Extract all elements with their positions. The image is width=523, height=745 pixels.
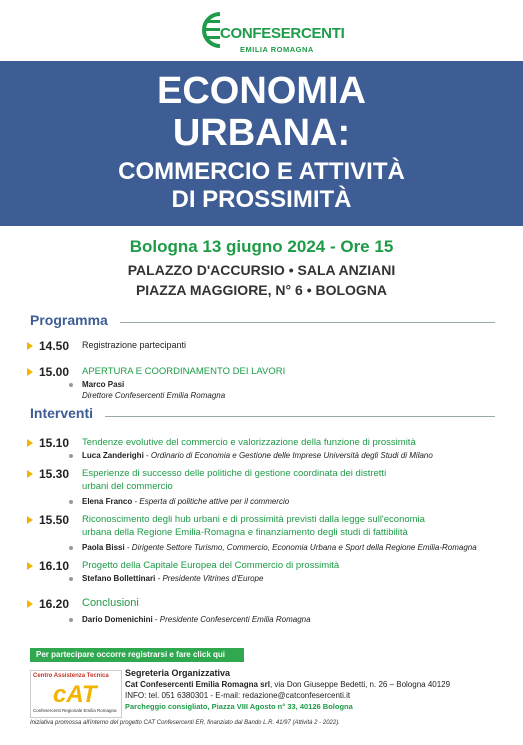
talk-time: 15.10 — [39, 436, 70, 450]
speaker-bullet — [69, 454, 73, 458]
footer-heading: Segreteria Organizzativa — [125, 668, 231, 678]
bullet-triangle-icon — [27, 342, 33, 350]
speaker-bullet — [69, 577, 73, 581]
speaker-line: Luca Zanderighi - Ordinario di Economia e Gestione delle Imprese Università degli Studi di Milano — [82, 451, 433, 460]
cat-logo-bottom: Confesercenti Regionale Emilia Romagna — [33, 708, 117, 713]
section-divider — [120, 322, 495, 323]
bullet-triangle-icon — [27, 562, 33, 570]
speaker-name: Marco Pasi — [82, 380, 125, 389]
talk-title-line1: Riconoscimento degli hub urbani e di prossimità previsti dalla legge sull'economia — [82, 514, 425, 525]
footer-parking: Parcheggio consigliato, Piazza VIII Agosto n° 33, 40126 Bologna — [125, 702, 353, 711]
footer-info — [125, 668, 450, 712]
speaker-bullet — [69, 383, 73, 387]
talk-time: 15.30 — [39, 467, 70, 481]
talk-time: 16.20 — [39, 597, 70, 611]
section-divider — [105, 416, 495, 417]
bullet-triangle-icon — [27, 600, 33, 608]
talk-title: Tendenze evolutive del commercio e valorizzazione della funzione di prossimità — [82, 437, 416, 448]
talk-title-line1: Esperienze di successo delle politiche di gestione coordinata dei distretti — [82, 468, 387, 479]
registration-link[interactable]: Per partecipare occorre registrarsi e fare click qui — [30, 648, 244, 662]
logo-brand: CONFESERCENTI — [220, 25, 345, 42]
banner-title-line2: URBANA: — [172, 112, 351, 154]
talk-title-line2: urbana della Regione Emilia-Romagna e finanziamento degli studi di fattibilità — [82, 527, 408, 538]
speaker-bullet — [69, 546, 73, 550]
event-venue-line1: PALAZZO D'ACCURSIO • SALA ANZIANI — [127, 262, 396, 278]
footer-contacts: INFO: tel. 051 6380301 - E-mail: redazione@catconfesercenti.it — [125, 691, 351, 700]
speaker-line: Paola Bissi - Dirigente Settore Turismo, Commercio, Economia Urbana e Sport della Regione Emilia-Romagna — [82, 543, 477, 552]
program-time: 14.50 — [39, 339, 70, 353]
banner-subtitle-line2: DI PROSSIMITÀ — [171, 186, 352, 213]
footer-initiative: Iniziativa promossa all'interno del progetto CAT Confesercenti ER, finanziato dal Bando L.R. 41/97 (Attività 2 - 2022). — [30, 720, 340, 726]
cat-logo — [30, 670, 122, 718]
cat-logo-mark: cAT — [53, 681, 97, 708]
talk-time: 15.50 — [39, 513, 70, 527]
logo-region: EMILIA ROMAGNA — [240, 45, 314, 54]
program-time: 15.00 — [39, 365, 70, 379]
section-heading-interventi: Interventi — [30, 405, 94, 421]
talk-title: Progetto della Capitale Europea del Commercio di prossimità — [82, 560, 340, 571]
section-heading-programma: Programma — [30, 312, 108, 328]
program-title: Registrazione partecipanti — [82, 340, 187, 350]
banner-title-line1: ECONOMIA — [157, 70, 366, 112]
bullet-triangle-icon — [27, 470, 33, 478]
title-banner — [0, 61, 523, 226]
event-date: Bologna 13 giugno 2024 - Ore 15 — [129, 237, 394, 256]
bullet-triangle-icon — [27, 516, 33, 524]
bullet-triangle-icon — [27, 368, 33, 376]
event-venue-line2: PIAZZA MAGGIORE, N° 6 • BOLOGNA — [135, 282, 388, 298]
talk-time: 16.10 — [39, 559, 70, 573]
confesercenti-mark-icon — [200, 8, 222, 52]
confesercenti-logo — [200, 8, 345, 58]
speaker-bullet — [69, 500, 73, 504]
speaker-bullet — [69, 618, 73, 622]
talk-title: Conclusioni — [82, 597, 139, 609]
program-title: APERTURA E COORDINAMENTO DEI LAVORI — [82, 366, 286, 377]
banner-subtitle-line1: COMMERCIO E ATTIVITÀ — [118, 158, 405, 185]
bullet-triangle-icon — [27, 439, 33, 447]
speaker-line: Dario Domenichini - Presidente Confesercenti Emilia Romagna — [82, 615, 311, 624]
footer-org: Cat Confesercenti Emilia Romagna srl, via Don Giuseppe Bedetti, n. 26 – Bologna 40129 — [125, 680, 451, 689]
cat-logo-top: Centro Assistenza Tecnica — [33, 673, 109, 679]
talk-title-line2: urbani del commercio — [82, 481, 173, 492]
speaker-role: Direttore Confesercenti Emilia Romagna — [82, 391, 226, 400]
speaker-line: Stefano Bollettinari - Presidente Vitrines d'Europe — [82, 574, 264, 583]
speaker-line: Elena Franco - Esperta di politiche attive per il commercio — [82, 497, 290, 506]
